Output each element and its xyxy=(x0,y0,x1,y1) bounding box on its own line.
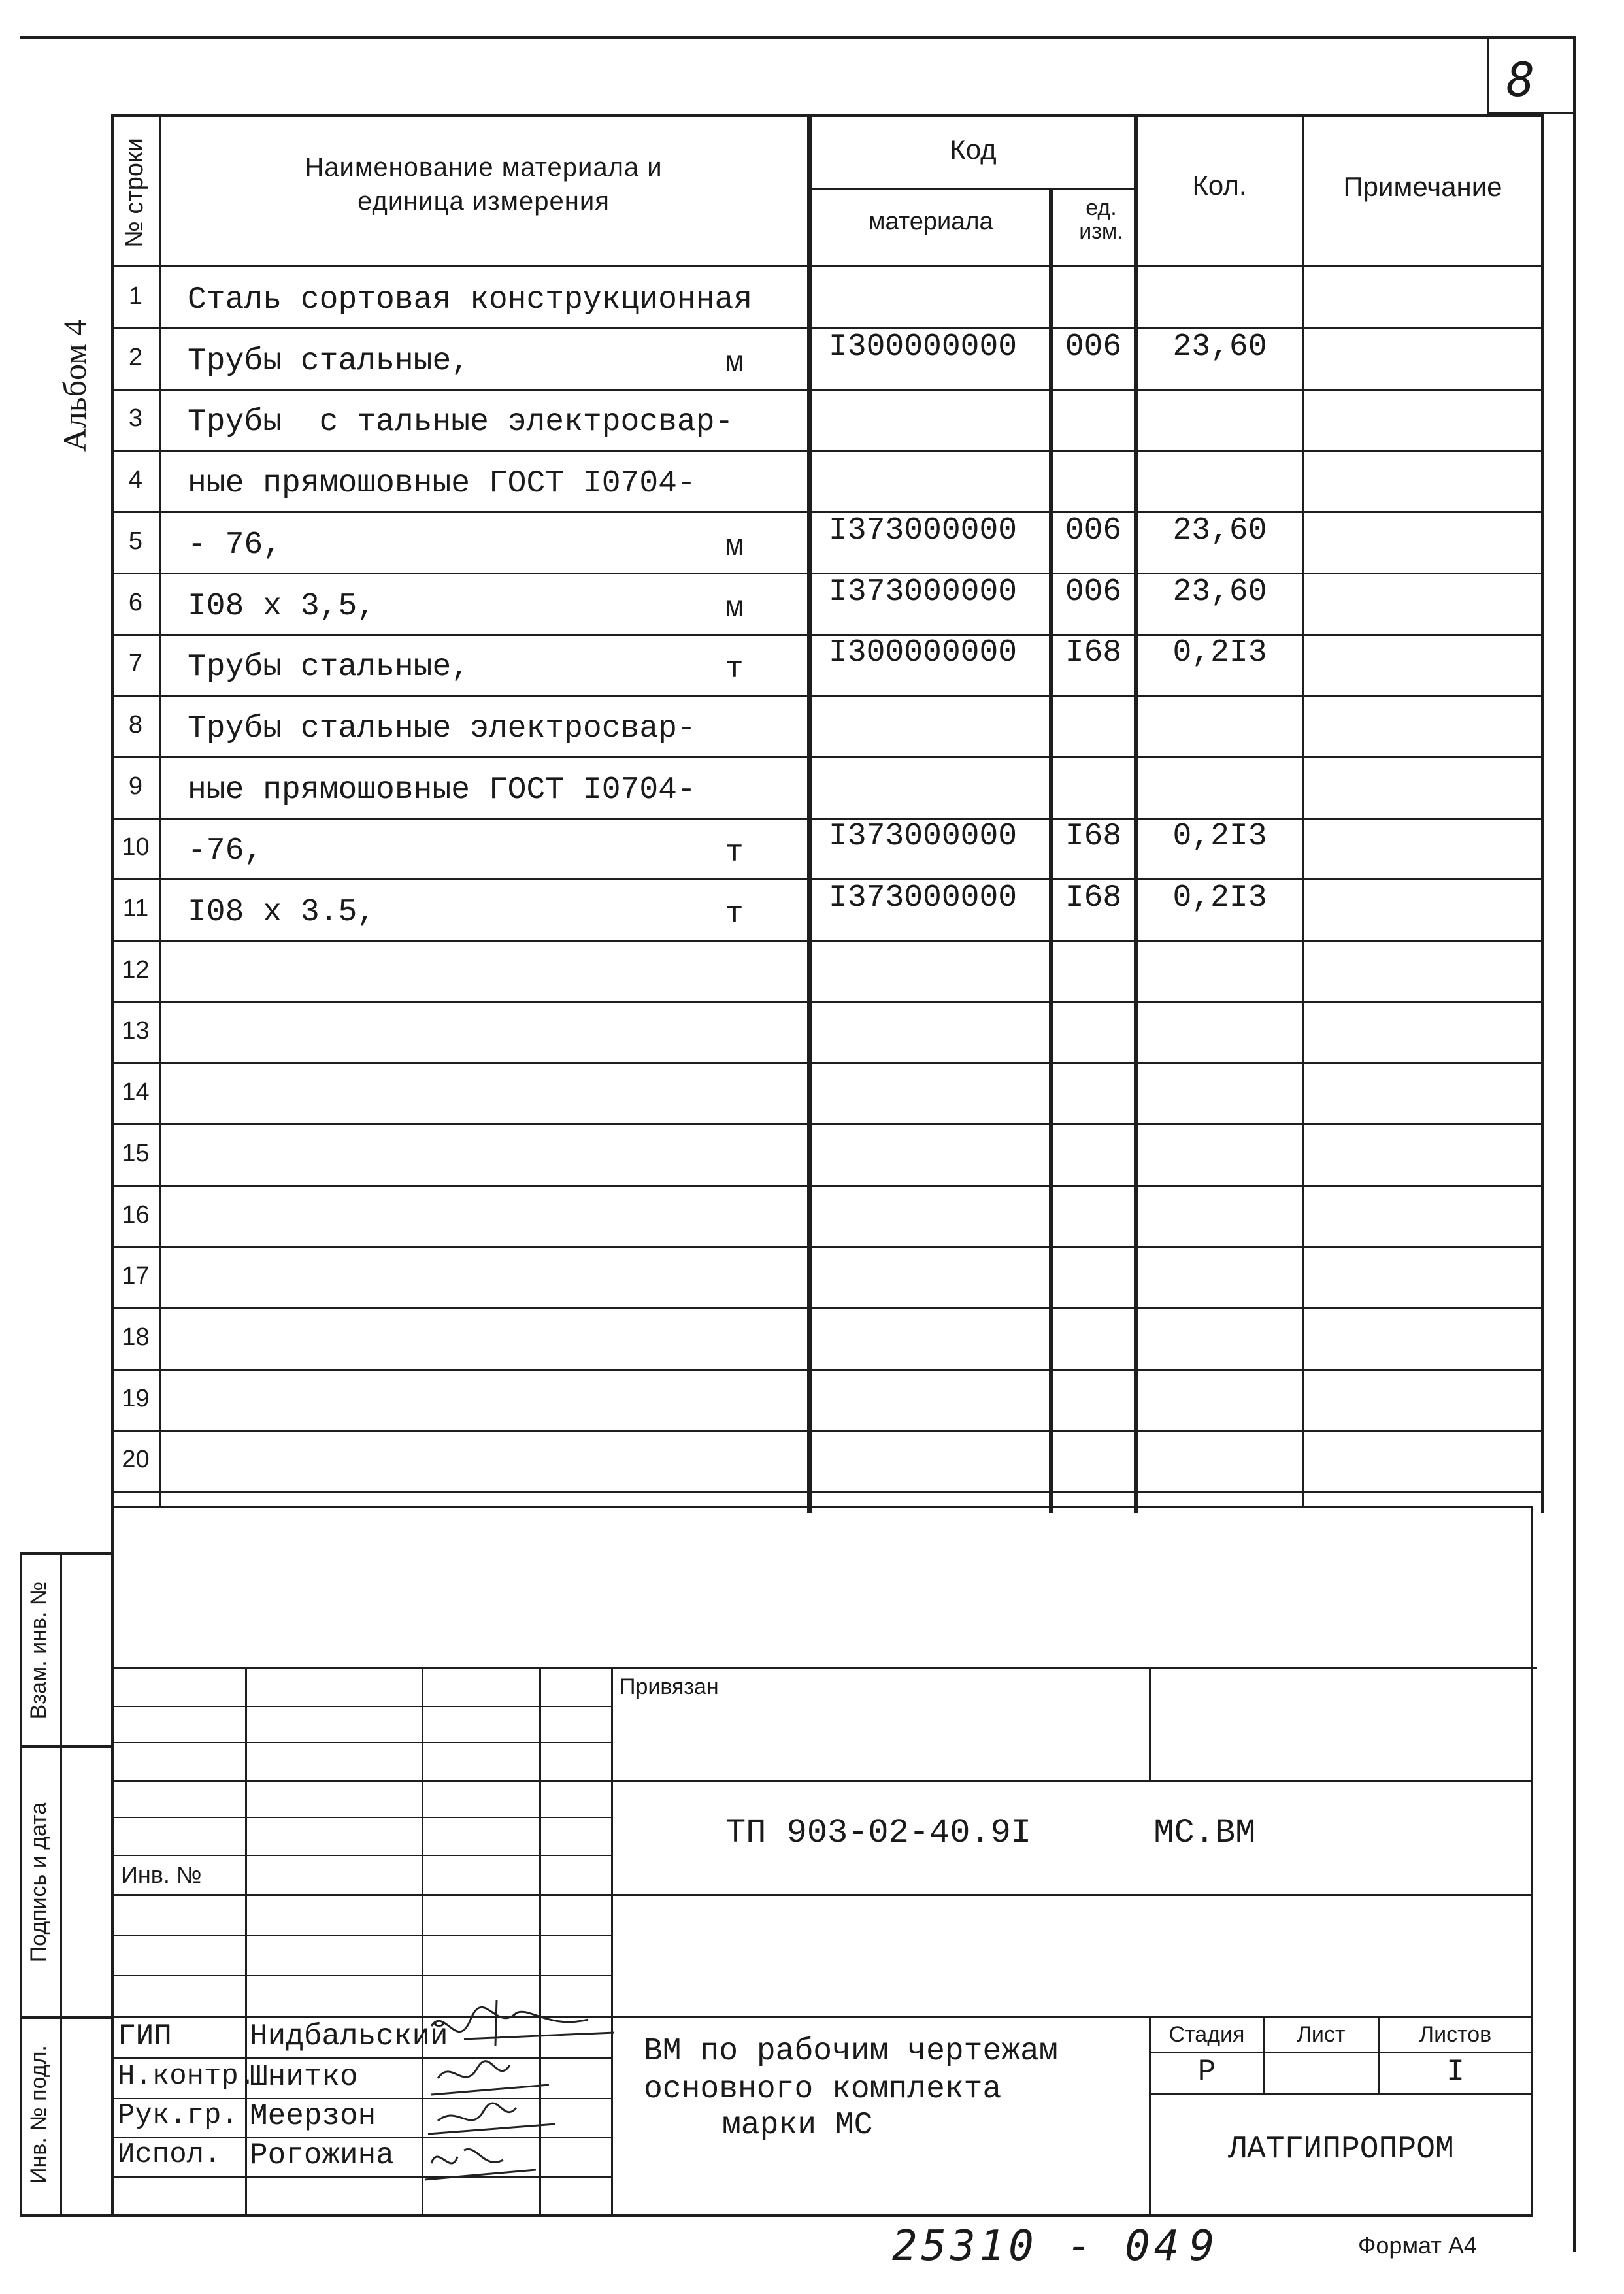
header-code: Код xyxy=(950,134,997,165)
row-name: ные прямошовные ГОСТ I0704- xyxy=(188,773,696,808)
row-qty: 0,2I3 xyxy=(1172,819,1267,854)
table-row xyxy=(0,1064,1624,1125)
table-row xyxy=(0,574,1624,636)
table-row xyxy=(0,697,1624,758)
row-number: 11 xyxy=(122,895,149,922)
handwritten-number: 25310 - 04 xyxy=(892,2222,1184,2270)
table-row xyxy=(0,1125,1624,1187)
header-name: Наименование материала и единица измерения xyxy=(305,153,663,216)
stage-box-h1 xyxy=(1149,2052,1532,2053)
row-unit-code: 006 xyxy=(1065,329,1122,365)
side-strip-div1 xyxy=(20,1745,114,1748)
row-name: - 76, xyxy=(188,527,282,563)
header-code-unit: ед. изм. xyxy=(1079,195,1123,244)
stamp-h7 xyxy=(112,1935,612,1936)
side-strip-inner xyxy=(60,1552,62,2216)
stamp-right xyxy=(1531,1506,1533,2216)
row-qty: 0,2I3 xyxy=(1172,635,1267,671)
table-row xyxy=(0,758,1624,820)
row-number: 10 xyxy=(122,833,150,861)
stage-box-h2 xyxy=(1149,2093,1532,2095)
stamp-v-privyazan xyxy=(1149,1667,1151,1781)
row-number: 8 xyxy=(128,711,143,739)
row-number: 12 xyxy=(122,956,150,984)
stage-label: Стадия xyxy=(1168,2022,1245,2047)
row-unit-code: I68 xyxy=(1065,880,1122,916)
table-row xyxy=(0,819,1624,880)
table-row xyxy=(0,1309,1624,1371)
row-unit: м xyxy=(725,591,744,625)
table-row xyxy=(0,1248,1624,1309)
row-unit: м xyxy=(725,346,744,380)
table-row xyxy=(0,880,1624,942)
format-label: Формат А4 xyxy=(1358,2232,1477,2259)
side-label-inv-podl: Инв. № подл. xyxy=(26,2045,51,2184)
title-line-2: основного комплекта xyxy=(644,2072,1002,2107)
row-qty: 23,60 xyxy=(1172,329,1267,365)
table-header-bottom xyxy=(112,265,1544,267)
stamp-h4 xyxy=(112,1817,612,1818)
row-number: 1 xyxy=(128,282,143,310)
stamp-h6 xyxy=(112,1894,1532,1896)
row-number: 5 xyxy=(128,527,143,555)
row-number: 16 xyxy=(122,1201,150,1229)
row-unit: м xyxy=(725,530,744,564)
name-gip: Нидбальский xyxy=(250,2020,448,2053)
row-unit-code: 006 xyxy=(1065,513,1122,548)
row-separator xyxy=(112,1491,1544,1493)
side-strip-div2 xyxy=(20,2016,114,2019)
row-number: 15 xyxy=(122,1140,150,1167)
organization: ЛАТГИПРОПРОМ xyxy=(1228,2132,1454,2167)
row-number: 13 xyxy=(122,1017,150,1044)
stamp-h5 xyxy=(112,1855,612,1856)
frame-top xyxy=(20,36,1575,39)
row-unit-code: 006 xyxy=(1065,574,1122,610)
row-number: 20 xyxy=(122,1446,150,1473)
header-note: Примечание xyxy=(1343,171,1502,202)
side-strip-left xyxy=(20,1552,22,2216)
signatures xyxy=(418,1993,627,2209)
header-qty: Кол. xyxy=(1192,170,1247,201)
row-name: Трубы стальные, xyxy=(188,344,471,379)
table-row xyxy=(0,329,1624,391)
doc-code: ТП 903-02-40.9I МС.ВМ xyxy=(725,1814,1256,1852)
row-material-code: I300000000 xyxy=(829,329,1018,365)
sheets-value: I xyxy=(1446,2055,1465,2089)
sheets-label: Листов xyxy=(1419,2022,1492,2047)
row-qty: 23,60 xyxy=(1172,574,1267,610)
side-label-podpis: Подпись и дата xyxy=(26,1802,51,1963)
row-material-code: I373000000 xyxy=(829,819,1018,854)
stamp-h1 xyxy=(112,1706,612,1707)
title-line-1: ВМ по рабочим чертежам xyxy=(644,2034,1058,2069)
row-number: 17 xyxy=(122,1262,150,1289)
row-material-code: I373000000 xyxy=(829,574,1018,610)
sheet-label: Лист xyxy=(1297,2022,1346,2047)
table-row xyxy=(0,635,1624,697)
title-line-3: марки МС xyxy=(722,2108,873,2143)
row-name: ные прямошовные ГОСТ I0704- xyxy=(188,466,696,501)
table-row xyxy=(0,1187,1624,1248)
row-number: 3 xyxy=(128,405,143,432)
row-material-code: I300000000 xyxy=(829,635,1018,671)
row-name: Сталь сортовая конструкционная xyxy=(188,282,753,318)
role-nkontr: Н.контр. xyxy=(118,2060,256,2093)
row-name: Трубы с тальные электросвар- xyxy=(188,405,734,440)
header-row-no: № строки xyxy=(121,138,148,248)
row-name: I08 x 3,5, xyxy=(188,589,376,624)
table-row xyxy=(0,1431,1624,1493)
table-top xyxy=(112,114,1544,117)
row-material-code: I373000000 xyxy=(829,880,1018,916)
row-number: 19 xyxy=(122,1385,150,1412)
name-ispol: Рогожина xyxy=(250,2138,394,2172)
stamp-h9 xyxy=(112,2016,1532,2018)
sheet-box-left xyxy=(1487,36,1489,114)
album-label: Альбом 4 xyxy=(56,319,93,452)
row-material-code: I373000000 xyxy=(829,513,1018,548)
stamp-h2 xyxy=(112,1742,612,1743)
header-code-material: материала xyxy=(868,208,993,235)
row-number: 2 xyxy=(128,344,143,371)
stamp-top xyxy=(112,1667,1537,1669)
row-number: 9 xyxy=(128,773,143,800)
inv-label: Инв. № xyxy=(121,1861,202,1888)
table-row xyxy=(0,942,1624,1003)
stamp-line-under-table xyxy=(112,1506,1532,1508)
row-name: Трубы стальные электросвар- xyxy=(188,711,696,746)
side-strip-top xyxy=(20,1552,114,1555)
table-row xyxy=(0,390,1624,452)
sheet-number: 8 xyxy=(1506,52,1535,107)
code-sub-line xyxy=(810,188,1136,190)
table-row xyxy=(0,268,1624,329)
row-number: 4 xyxy=(128,466,143,493)
role-gip: ГИП xyxy=(118,2020,172,2053)
row-number: 14 xyxy=(122,1078,150,1106)
stage-value: Р xyxy=(1197,2055,1216,2089)
stamp-h3 xyxy=(112,1780,1532,1782)
stamp-v1 xyxy=(245,1667,247,2216)
table-row xyxy=(0,513,1624,574)
row-unit: т xyxy=(725,836,744,870)
role-rukgr: Рук.гр. xyxy=(118,2099,239,2132)
row-number: 7 xyxy=(128,650,143,677)
row-unit: т xyxy=(725,897,744,931)
row-unit: т xyxy=(725,652,744,686)
row-unit-code: I68 xyxy=(1065,635,1122,671)
row-qty: 23,60 xyxy=(1172,513,1267,548)
table-row xyxy=(0,452,1624,513)
stamp-h8 xyxy=(112,1975,612,1976)
privyazan-label: Привязан xyxy=(620,1674,719,1699)
row-unit-code: I68 xyxy=(1065,819,1122,854)
row-qty: 0,2I3 xyxy=(1172,880,1267,916)
name-rukgr: Меерзон xyxy=(250,2099,376,2133)
row-name: I08 x 3.5, xyxy=(188,895,376,930)
table-row xyxy=(0,1371,1624,1432)
row-name: Трубы стальные, xyxy=(188,650,471,685)
role-ispol: Испол. xyxy=(118,2138,222,2171)
name-nkontr: Шнитко xyxy=(250,2060,358,2094)
page-number: 9 xyxy=(1189,2222,1215,2270)
row-number: 18 xyxy=(122,1323,150,1351)
side-label-vzam: Взам. инв. № xyxy=(26,1581,51,1720)
row-name: -76, xyxy=(188,833,263,869)
table-row xyxy=(0,1003,1624,1064)
row-number: 6 xyxy=(128,589,143,616)
